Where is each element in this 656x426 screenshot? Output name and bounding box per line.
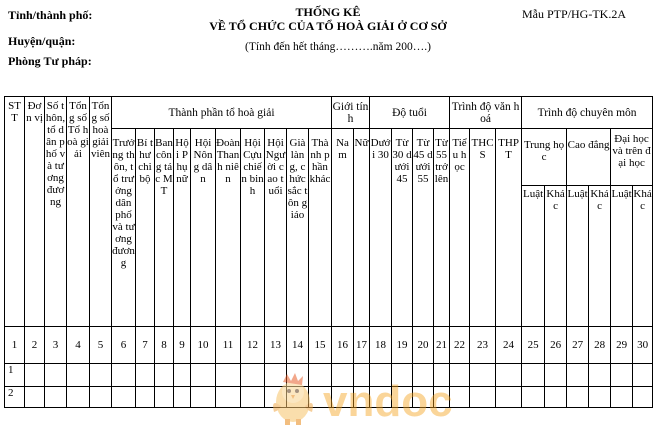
col-tong-so-to: Tổng số Tổ hoà giải	[67, 97, 90, 327]
col-trung-hoc-khac: Khác	[545, 186, 567, 327]
col-dai-hoc-khac: Khác	[633, 186, 653, 327]
col-hoi-phu-nu: Hội Phụ nữ	[174, 129, 191, 327]
table-cell	[112, 364, 136, 387]
table-cell	[470, 387, 496, 408]
mascot-icon	[273, 373, 313, 425]
table-cell	[191, 387, 216, 408]
statistics-table	[4, 96, 653, 408]
table-cell	[241, 387, 265, 408]
column-number-cell: 27	[567, 327, 589, 364]
table-cell	[112, 387, 136, 408]
column-number-cell: 22	[450, 327, 470, 364]
table-cell	[633, 364, 653, 387]
row-label-cell: 1	[5, 364, 25, 387]
group-trung-hoc: Trung học	[522, 129, 567, 186]
column-number-cell: 3	[45, 327, 67, 364]
column-number-cell: 30	[633, 327, 653, 364]
table-cell	[45, 387, 67, 408]
column-number-cell: 4	[67, 327, 90, 364]
col-gia-lang: Già làng, chức sắc tôn giáo	[287, 129, 309, 327]
table-cell	[25, 364, 45, 387]
col-doan-thanh-nien: Đoàn Thanh niên	[216, 129, 241, 327]
page-title: THỐNG KÊ	[295, 5, 361, 19]
column-number-cell: 14	[287, 327, 309, 364]
col-ban-cong-tac: Ban công tác MT	[155, 129, 174, 327]
table-cell	[545, 387, 567, 408]
col-30-45: Từ 30 dưới 45	[392, 129, 413, 327]
col-trung-hoc-luat: Luật	[522, 186, 545, 327]
table-cell	[611, 387, 633, 408]
table-cell	[470, 364, 496, 387]
table-cell	[522, 387, 545, 408]
col-tieu-hoc: Tiểu học	[450, 129, 470, 327]
form-code: Mẫu PTP/HG-TK.2A	[522, 7, 626, 21]
col-tren-55: Từ 55 trở lên	[434, 129, 450, 327]
col-thpt: THPT	[496, 129, 522, 327]
group-van-hoa: Trình độ văn hoá	[450, 97, 522, 129]
column-number-cell: 5	[90, 327, 112, 364]
page-subtitle-main: VỀ TỔ CHỨC CỦA TỔ HOÀ GIẢI Ở CƠ SỞ	[209, 19, 447, 33]
row-label-cell: 2	[5, 387, 25, 408]
table-cell	[522, 364, 545, 387]
table-cell	[155, 364, 174, 387]
group-do-tuoi: Độ tuổi	[370, 97, 450, 129]
column-number-cell: 24	[496, 327, 522, 364]
table-cell	[496, 387, 522, 408]
column-number-cell: 26	[545, 327, 567, 364]
district-label: Huyện/quận:	[8, 34, 76, 48]
column-number-cell: 2	[25, 327, 45, 364]
table-cell	[545, 364, 567, 387]
group-dai-hoc: Đại học và trên đại học	[611, 129, 653, 186]
column-number-cell: 7	[136, 327, 155, 364]
column-number-cell: 15	[309, 327, 332, 364]
table-cell	[216, 364, 241, 387]
col-thanh-phan-khac: Thành phần khác	[309, 129, 332, 327]
table-cell	[567, 387, 589, 408]
group-chuyen-mon: Trình độ chuyên môn	[522, 97, 653, 129]
col-45-55: Từ 45 dưới 55	[413, 129, 434, 327]
column-number-row	[5, 327, 653, 364]
justice-office-label: Phòng Tư pháp:	[8, 54, 92, 68]
col-tong-so-hgv: Tổng số hoà giải viên	[90, 97, 112, 327]
period-note: (Tính đến hết tháng……….năm 200….)	[245, 41, 431, 53]
province-label: Tỉnh/thành phố:	[8, 8, 93, 22]
table-cell	[191, 364, 216, 387]
col-don-vi: Đơn vị	[25, 97, 45, 327]
table-cell	[90, 387, 112, 408]
table-cell	[589, 387, 611, 408]
col-bi-thu: Bí thư chi bộ	[136, 129, 155, 327]
column-number-cell: 29	[611, 327, 633, 364]
col-hoi-cuu-chien-binh: Hội Cựu chiến binh	[241, 129, 265, 327]
table-cell	[611, 364, 633, 387]
table-cell	[25, 387, 45, 408]
col-thcs: THCS	[470, 129, 496, 327]
col-hoi-nong-dan: Hội Nông dân	[191, 129, 216, 327]
column-number-cell: 19	[392, 327, 413, 364]
column-number-cell: 28	[589, 327, 611, 364]
col-nam: Nam	[332, 129, 354, 327]
group-gioi-tinh: Giới tính	[332, 97, 370, 129]
column-number-cell: 23	[470, 327, 496, 364]
col-truong-thon: Trưởng thôn, tổ trưởng dân phố và tương đương	[112, 129, 136, 327]
col-cao-dang-luat: Luật	[567, 186, 589, 327]
column-number-cell: 9	[174, 327, 191, 364]
col-so-thon: Số thôn, tổ dân phố và tương đương	[45, 97, 67, 327]
column-number-cell: 1	[5, 327, 25, 364]
table-cell	[136, 364, 155, 387]
col-cao-dang-khac: Khác	[589, 186, 611, 327]
table-cell	[174, 364, 191, 387]
group-thanh-phan: Thành phần tổ hoà giải	[112, 97, 332, 129]
watermark-text: vndoc	[323, 377, 453, 426]
column-number-cell: 13	[265, 327, 287, 364]
table-cell	[241, 364, 265, 387]
col-dai-hoc-luat: Luật	[611, 186, 633, 327]
table-cell	[67, 364, 90, 387]
col-duoi-30: Dưới 30	[370, 129, 392, 327]
group-cao-dang: Cao đẳng	[567, 129, 611, 186]
column-number-cell: 21	[434, 327, 450, 364]
column-number-cell: 11	[216, 327, 241, 364]
table-cell	[90, 364, 112, 387]
col-stt: STT	[5, 97, 25, 327]
table-cell	[174, 387, 191, 408]
table-cell	[567, 364, 589, 387]
column-number-cell: 18	[370, 327, 392, 364]
table-cell	[633, 387, 653, 408]
column-number-cell: 8	[155, 327, 174, 364]
col-hoi-nguoi-cao-tuoi: Hội Người cao tuổi	[265, 129, 287, 327]
col-nu: Nữ	[354, 129, 370, 327]
column-number-cell: 10	[191, 327, 216, 364]
table-cell	[496, 364, 522, 387]
column-number-cell: 20	[413, 327, 434, 364]
column-number-cell: 16	[332, 327, 354, 364]
table-cell	[216, 387, 241, 408]
column-number-cell: 17	[354, 327, 370, 364]
vndoc-watermark	[265, 372, 465, 426]
table-cell	[136, 387, 155, 408]
table-cell	[155, 387, 174, 408]
table-cell	[67, 387, 90, 408]
column-number-cell: 12	[241, 327, 265, 364]
table-cell	[45, 364, 67, 387]
table-cell	[589, 364, 611, 387]
column-number-cell: 25	[522, 327, 545, 364]
column-number-cell: 6	[112, 327, 136, 364]
